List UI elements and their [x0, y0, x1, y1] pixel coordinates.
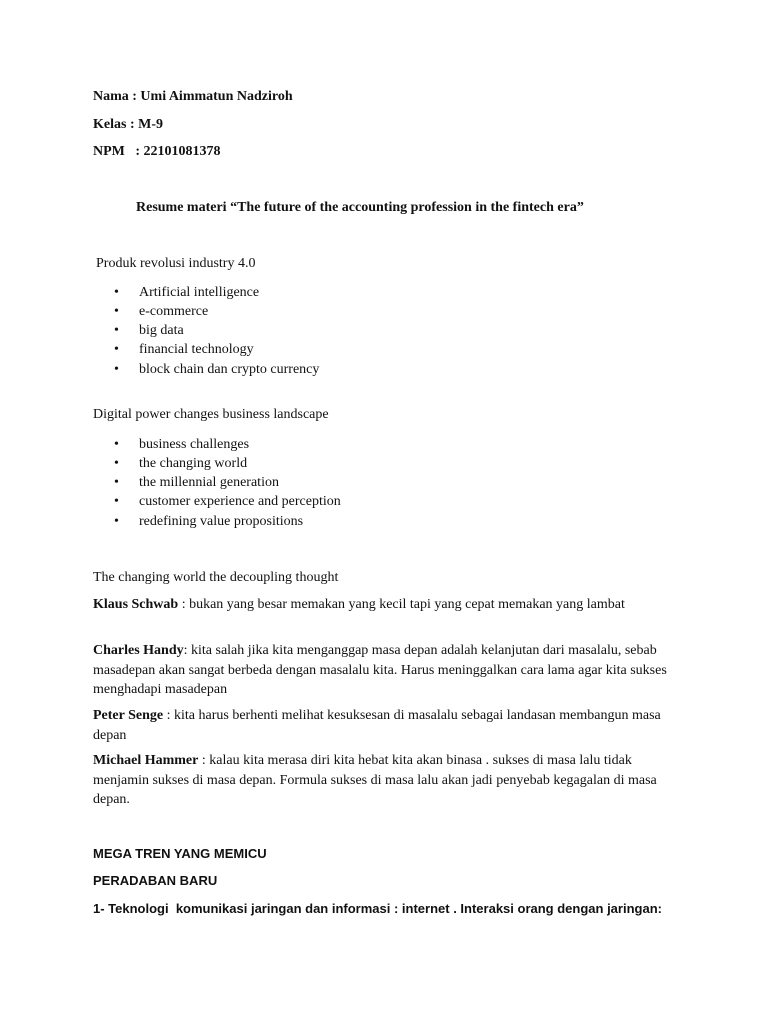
document-page: Nama : Umi Aimmatun Nadziroh Kelas : M-9 NPM : 22101081378 Resume materi “The future of the accounting profession in the fintech era” Produk revolusi industry 4.0 • Artificial intelligence • e-commerce • big data • financial technology • block chain dan crypto currency Digital power changes business landscape • business challenges • the changing world • the millennial generation • customer experience and perception • redefining value propositions The changing world the decoupling thought Klaus Schwab : bukan yang besar memakan yang kecil tapi yang cepat memakan yang lambat Charles Handy: kita salah jika kita menganggap masa depan adalah kelanjutan dari masalalu, sebab masadepan akan sangat berbeda dengan masalalu kita. Harus meninggalkan cara lama agar kita sukses menghadapi masadepan Peter Senge : kita harus berhenti melihat kesuksesan di masalalu sebagai landasan membangun masa depan Michael Hammer : kalau kita merasa diri kita hebat kita akan binasa . sukses di masa lalu tidak menjamin sukses di masa depan. Formula sukses di masa lalu akan jadi penyebab kegagalan di masa depan. MEGA TREN YANG MEMICU PERADABAN BARU 1- Teknologi komunikasi jaringan dan informasi : internet . Interaksi orang dengan jaringan: — [0, 0, 768, 1024]
quote-text: : kalau kita merasa diri kita hebat kita akan binasa . sukses di masa lalu tidak menjamin sukses di masa depan. Formula sukses di masa lalu akan jadi penyebab kegagalan di masa depan. — [93, 753, 657, 807]
quote-text: : kita harus berhenti melihat kesuksesan di masalalu sebagai landasan membangun masa depan — [93, 708, 661, 743]
quote-author: Michael Hammer — [93, 753, 199, 768]
quote-charles-handy — [93, 641, 673, 700]
quote-text: : bukan yang besar memakan yang kecil tapi yang cepat memakan yang lambat — [178, 597, 625, 612]
bullet-icon: • — [114, 323, 119, 338]
mega-trend-heading: MEGA TREN YANG MEMICU — [93, 846, 267, 861]
bullet-icon: • — [114, 362, 119, 377]
bullet-icon: • — [114, 475, 119, 490]
quote-klaus-schwab — [93, 595, 673, 615]
technology-point-1: 1- Teknologi komunikasi jaringan dan informasi : internet . Interaksi orang dengan jaringan: — [93, 901, 662, 916]
bullet-icon: • — [114, 494, 119, 509]
document-title: Resume materi “The future of the accounting profession in the fintech era” — [136, 200, 584, 215]
bullet-icon: • — [114, 285, 119, 300]
quote-author: Klaus Schwab — [93, 597, 179, 612]
bullet-icon: • — [114, 304, 119, 319]
section-heading-digital-power: Digital power changes business landscape — [93, 407, 329, 422]
quote-michael-hammer — [93, 751, 673, 810]
section-heading-changing-world: The changing world the decoupling thought — [93, 570, 339, 585]
bullet-icon: • — [114, 437, 119, 452]
bullet-icon: • — [114, 342, 119, 357]
quote-peter-senge — [93, 706, 673, 745]
student-name: Nama : Umi Aimmatun Nadziroh — [93, 89, 293, 104]
bullet-icon: • — [114, 514, 119, 529]
quote-author: Peter Senge — [93, 708, 164, 723]
student-npm: NPM : 22101081378 — [93, 144, 221, 159]
new-civilization-heading: PERADABAN BARU — [93, 873, 218, 888]
bullet-icon: • — [114, 456, 119, 471]
student-class: Kelas : M-9 — [93, 117, 163, 132]
quote-text: : kita salah jika kita menganggap masa depan adalah kelanjutan dari masalalu, sebab masadepan akan sangat berbeda dengan masalalu kita. Harus meninggalkan cara lama agar kita sukses menghadapi masadepan — [93, 643, 667, 697]
quote-author: Charles Handy — [93, 643, 184, 658]
section-heading-revolusi: Produk revolusi industry 4.0 — [96, 256, 256, 271]
